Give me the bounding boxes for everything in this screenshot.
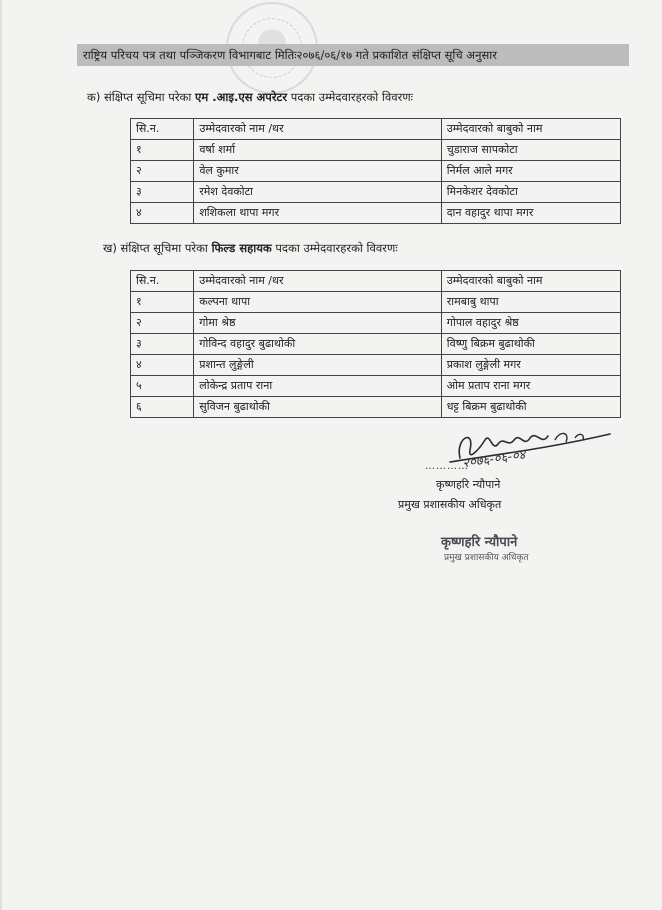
table-row xyxy=(131,161,621,182)
cell-sn: ६ xyxy=(131,397,194,418)
column-header-sn: सि.न. xyxy=(131,119,194,140)
cell-sn: २ xyxy=(131,161,194,182)
cell-candidate-name: प्रशान्त लुङ्गेली xyxy=(194,355,442,376)
cell-father-name: चुडाराज सापकोटा xyxy=(441,140,620,161)
signatory-name: कृष्णहरि न्यौपाने xyxy=(436,478,501,491)
table-row xyxy=(131,203,621,224)
column-header-father-name: उम्मेदवारको बाबुको नाम xyxy=(441,271,620,292)
table-row xyxy=(131,376,621,397)
cell-candidate-name: शशिकला थापा मगर xyxy=(194,203,441,224)
cell-father-name: विष्णु बिक्रम बुढाथोकी xyxy=(441,334,620,355)
section1-prefix: क) संक्षिप्त सूचिमा परेका xyxy=(87,90,192,104)
cell-sn: ४ xyxy=(131,355,194,376)
cell-candidate-name: वर्षा शर्मा xyxy=(194,140,441,161)
section1-suffix: पदका उम्मेदवारहरको विवरणः xyxy=(290,90,413,104)
header-text: राष्ट्रिय परिचय पत्र तथा पञ्जिकरण विभागबाट मितिः२०७६/०६/१७ गते प्रकाशित संक्षिप्त सूचि अनुसार xyxy=(83,48,497,62)
table-row xyxy=(131,355,621,376)
section2-title xyxy=(103,241,398,256)
table-header-row xyxy=(131,271,621,292)
cell-sn: ३ xyxy=(131,182,194,203)
section2-prefix: ख) संक्षिप्त सूचिमा परेका xyxy=(103,241,208,255)
signature-date: २०७६-०६-०४ xyxy=(461,447,527,472)
cell-father-name: मिनकेशर देवकोटा xyxy=(441,182,620,203)
section2-position: फिल्ड सहायक xyxy=(211,241,272,255)
column-header-sn: सि.न. xyxy=(131,271,194,292)
section1-table xyxy=(130,118,621,224)
cell-father-name: रामबाबु थापा xyxy=(441,292,620,313)
cell-candidate-name: कल्पना थापा xyxy=(194,292,442,313)
column-header-candidate-name: उम्मेदवारको नाम /थर xyxy=(194,119,441,140)
scan-edge xyxy=(0,0,3,910)
cell-father-name: निर्मल आले मगर xyxy=(441,161,620,182)
cell-sn: १ xyxy=(131,140,194,161)
column-header-candidate-name: उम्मेदवारको नाम /थर xyxy=(194,271,442,292)
header-band xyxy=(77,44,629,66)
cell-candidate-name: रमेश देवकोटा xyxy=(194,182,441,203)
cell-sn: ३ xyxy=(131,334,194,355)
table-row xyxy=(131,292,621,313)
section2-table xyxy=(130,270,621,418)
table-row xyxy=(131,182,621,203)
cell-father-name: प्रकाश लुङ्गेली मगर xyxy=(441,355,620,376)
cell-candidate-name: वेल कुमार xyxy=(194,161,441,182)
cell-candidate-name: सुविजन बुढाथोकी xyxy=(194,397,442,418)
cell-father-name: गोपाल वहादुर श्रेष्ठ xyxy=(441,313,620,334)
cell-father-name: दान वहादुर थापा मगर xyxy=(441,203,620,224)
table-row xyxy=(131,313,621,334)
table-row xyxy=(131,334,621,355)
cell-father-name: ओम प्रताप राना मगर xyxy=(441,376,620,397)
section2-suffix: पदका उम्मेदवारहरको विवरणः xyxy=(275,241,398,255)
cell-sn: ५ xyxy=(131,376,194,397)
cell-sn: २ xyxy=(131,313,194,334)
table-row xyxy=(131,397,621,418)
column-header-father-name: उम्मेदवारको बाबुको नाम xyxy=(441,119,620,140)
cell-candidate-name: गोविन्द वहादुर बुढाथोकी xyxy=(194,334,442,355)
name-stamp-designation: प्रमुख प्रशासकीय अधिकृत xyxy=(444,553,529,563)
section1-title xyxy=(87,90,413,105)
signatory-designation: प्रमुख प्रशासकीय अधिकृत xyxy=(398,498,502,511)
cell-sn: ४ xyxy=(131,203,194,224)
section1-position: एम .आइ.एस अपरेटर xyxy=(195,90,288,104)
cell-sn: १ xyxy=(131,292,194,313)
name-stamp: कृष्णहरि न्यौपाने xyxy=(441,535,518,550)
signature-line: ………… xyxy=(425,461,469,472)
table-row xyxy=(131,140,621,161)
table-header-row xyxy=(131,119,621,140)
cell-father-name: धट्ट बिक्रम बुढाथोकी xyxy=(441,397,620,418)
cell-candidate-name: लोकेन्द्र प्रताप राना xyxy=(194,376,442,397)
cell-candidate-name: गोमा श्रेष्ठ xyxy=(194,313,442,334)
